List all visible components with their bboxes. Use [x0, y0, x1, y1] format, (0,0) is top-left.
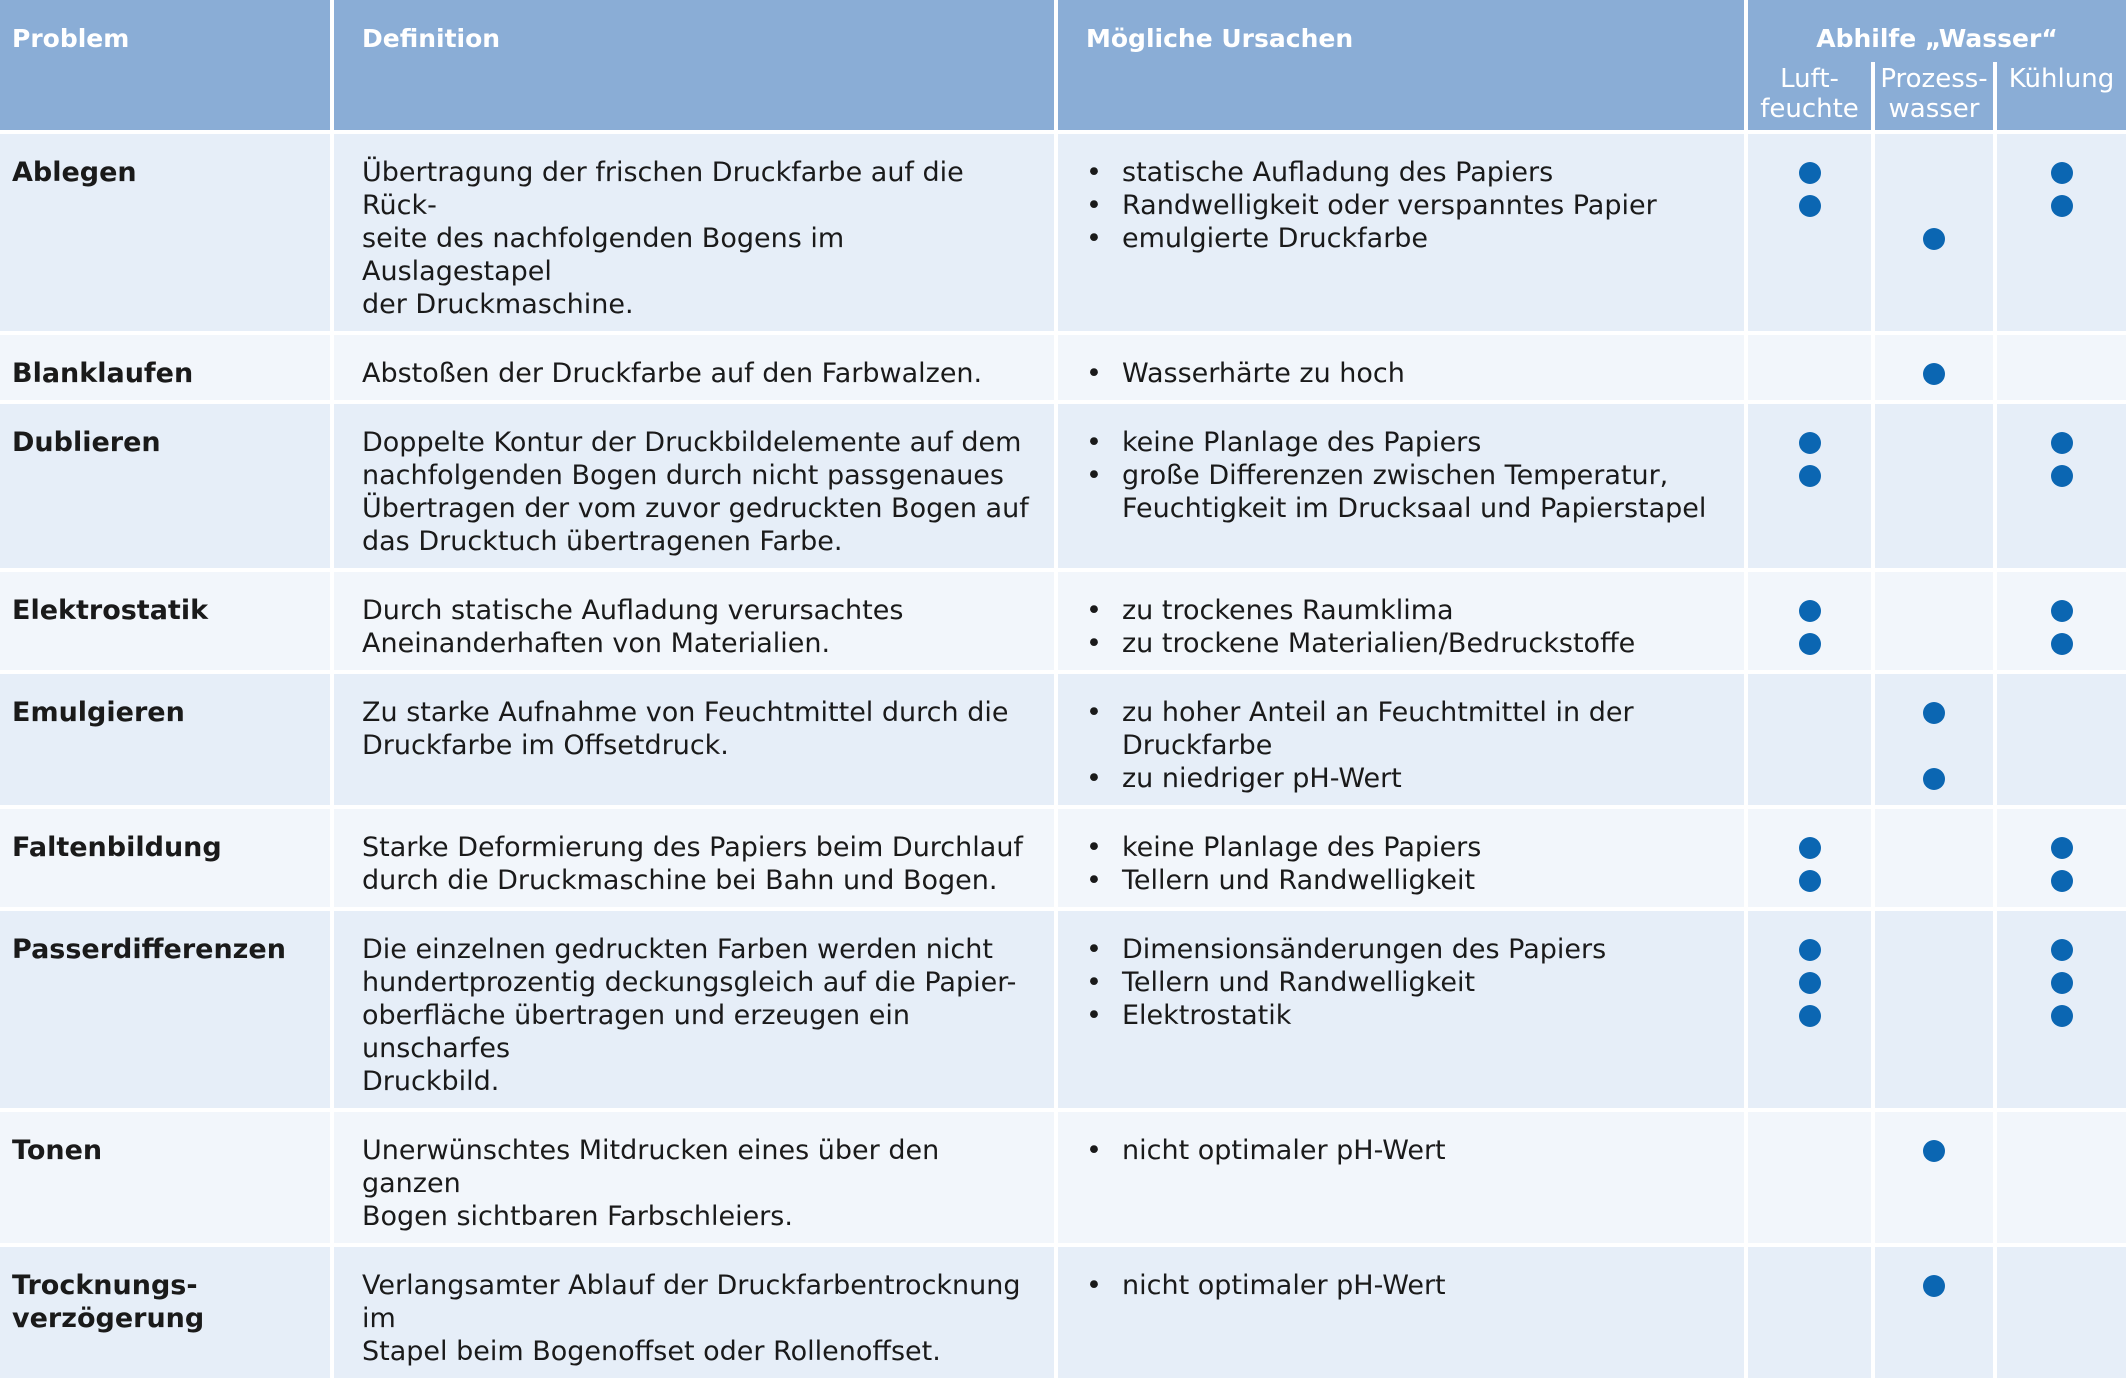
remedy-kuhl-cell	[1997, 572, 2126, 674]
remedy-luft-cell	[1748, 1247, 1875, 1382]
cause-item	[1086, 357, 1732, 390]
problem-cell: Faltenbildung	[0, 809, 334, 911]
causes-cell	[1058, 809, 1748, 911]
remedy-proz-cell	[1875, 911, 1997, 1112]
remedy-proz-cell	[1875, 404, 1997, 572]
remedy-luft-cell	[1748, 1112, 1875, 1247]
remedy-dot-icon	[1799, 600, 1821, 622]
remedy-dot-icon	[2051, 162, 2073, 184]
cause-text: keine Planlage des Papiers	[1122, 427, 1482, 458]
causes-list	[1086, 1134, 1732, 1167]
cause-text: Tellern und Randwelligkeit	[1122, 865, 1476, 896]
header-kuehlung	[1997, 62, 2126, 134]
cause-text: Tellern und Randwelligkeit	[1122, 967, 1476, 998]
bullet-icon: •	[1086, 427, 1102, 458]
remedy-dot-icon	[1799, 195, 1821, 217]
bullet-icon: •	[1086, 967, 1102, 998]
cause-item	[1086, 966, 1732, 999]
cause-text: statische Aufladung des Papiers	[1122, 157, 1554, 188]
definition-cell: Die einzelnen gedruckten Farben werden nicht hundertprozentig deckungsgleich auf die Papier- oberfläche übertragen und erzeugen ein unscharfes Druckbild.	[334, 911, 1058, 1112]
table-row	[0, 809, 2126, 911]
bullet-icon: •	[1086, 223, 1102, 254]
header-luftfeuchte	[1748, 62, 1875, 134]
remedy-dot-icon	[2051, 195, 2073, 217]
definition-cell: Abstoßen der Druckfarbe auf den Farbwalzen.	[334, 335, 1058, 404]
bullet-icon: •	[1086, 628, 1102, 659]
table-body	[0, 134, 2126, 1382]
problem-cell: Tonen	[0, 1112, 334, 1247]
header-prozesswasser-label: Prozess- wasser	[1880, 64, 1988, 124]
remedy-dot-icon	[1799, 1005, 1821, 1027]
definition-cell: Starke Deformierung des Papiers beim Durchlauf durch die Druckmaschine bei Bahn und Bogen.	[334, 809, 1058, 911]
causes-list	[1086, 696, 1732, 795]
cause-item	[1086, 762, 1732, 795]
problem-cell: Blanklaufen	[0, 335, 334, 404]
header-problem: Problem	[0, 0, 334, 134]
cause-text: zu trockenes Raumklima	[1122, 595, 1454, 626]
table-row	[0, 572, 2126, 674]
remedy-dot-icon	[1923, 363, 1945, 385]
bullet-icon: •	[1086, 832, 1102, 863]
header-remedy-water: Abhilfe „Wasser“	[1748, 0, 2126, 62]
cause-item	[1086, 831, 1732, 864]
bullet-icon: •	[1086, 1000, 1102, 1031]
remedy-dot-icon	[2051, 1005, 2073, 1027]
definition-cell: Durch statische Aufladung verursachtes Aneinanderhaften von Materialien.	[334, 572, 1058, 674]
remedy-proz-cell	[1875, 809, 1997, 911]
problem-cell: Passerdifferenzen	[0, 911, 334, 1112]
remedy-proz-cell	[1875, 134, 1997, 335]
bullet-icon: •	[1086, 934, 1102, 965]
causes-list	[1086, 156, 1732, 255]
cause-text: zu trockene Materialien/Bedruckstoffe	[1122, 628, 1636, 659]
remedy-dot-icon	[1799, 162, 1821, 184]
remedy-dot-icon	[1923, 1275, 1945, 1297]
cause-text: nicht optimaler pH-Wert	[1122, 1135, 1446, 1166]
bullet-icon: •	[1086, 595, 1102, 626]
header-definition: Definition	[334, 0, 1058, 134]
remedy-dot-icon	[2051, 972, 2073, 994]
remedy-dot-icon	[1799, 837, 1821, 859]
causes-cell	[1058, 1112, 1748, 1247]
table-row	[0, 335, 2126, 404]
header-kuehlung-label: Kühlung	[2008, 64, 2115, 94]
cause-text: Wasserhärte zu hoch	[1122, 358, 1405, 389]
remedy-proz-cell	[1875, 1112, 1997, 1247]
problem-cell: Emulgieren	[0, 674, 334, 809]
remedy-dot-icon	[1799, 432, 1821, 454]
cause-item	[1086, 1269, 1732, 1302]
remedy-luft-cell	[1748, 809, 1875, 911]
problem-cell: Elektrostatik	[0, 572, 334, 674]
remedy-luft-cell	[1748, 404, 1875, 572]
remedy-dot-icon	[2051, 600, 2073, 622]
causes-cell	[1058, 911, 1748, 1112]
remedy-kuhl-cell	[1997, 1112, 2126, 1247]
bullet-icon: •	[1086, 697, 1102, 728]
bullet-icon: •	[1086, 1270, 1102, 1301]
causes-list	[1086, 426, 1732, 525]
bullet-icon: •	[1086, 865, 1102, 896]
remedy-kuhl-cell	[1997, 134, 2126, 335]
header-causes: Mögliche Ursachen	[1058, 0, 1748, 134]
bullet-icon: •	[1086, 157, 1102, 188]
definition-cell: Doppelte Kontur der Druckbildelemente auf dem nachfolgenden Bogen durch nicht passgenaues Übertragen der vom zuvor gedruckten Bogen auf das Drucktuch übertragenen Farbe.	[334, 404, 1058, 572]
remedy-dot-icon	[1799, 870, 1821, 892]
causes-list	[1086, 357, 1732, 390]
remedy-luft-cell	[1748, 911, 1875, 1112]
remedy-kuhl-cell	[1997, 674, 2126, 809]
cause-item	[1086, 627, 1732, 660]
remedy-dot-icon	[2051, 465, 2073, 487]
definition-cell: Unerwünschtes Mitdrucken eines über den ganzen Bogen sichtbaren Farbschleiers.	[334, 1112, 1058, 1247]
cause-text: Randwelligkeit oder verspanntes Papier	[1122, 190, 1657, 221]
cause-item	[1086, 1134, 1732, 1167]
causes-cell	[1058, 134, 1748, 335]
cause-item	[1086, 999, 1732, 1032]
cause-item	[1086, 933, 1732, 966]
cause-text: nicht optimaler pH-Wert	[1122, 1270, 1446, 1301]
cause-item	[1086, 696, 1732, 762]
causes-list	[1086, 1269, 1732, 1302]
remedy-kuhl-cell	[1997, 809, 2126, 911]
definition-cell: Übertragung der frischen Druckfarbe auf die Rück- seite des nachfolgenden Bogens im Auslagestapel der Druckmaschine.	[334, 134, 1058, 335]
bullet-icon: •	[1086, 190, 1102, 221]
remedy-dot-icon	[2051, 633, 2073, 655]
remedy-dot-icon	[1799, 633, 1821, 655]
cause-item	[1086, 864, 1732, 897]
remedy-dot-icon	[2051, 870, 2073, 892]
remedy-kuhl-cell	[1997, 404, 2126, 572]
cause-text: zu hoher Anteil an Feuchtmittel in der Druckfarbe	[1122, 697, 1634, 761]
bullet-icon: •	[1086, 763, 1102, 794]
remedy-kuhl-cell	[1997, 911, 2126, 1112]
remedy-dot-icon	[1923, 1140, 1945, 1162]
remedy-dot-icon	[1923, 768, 1945, 790]
cause-item	[1086, 459, 1732, 525]
remedy-dot-icon	[2051, 939, 2073, 961]
table-row	[0, 404, 2126, 572]
causes-list	[1086, 933, 1732, 1032]
causes-cell	[1058, 674, 1748, 809]
causes-cell	[1058, 1247, 1748, 1382]
table-row	[0, 134, 2126, 335]
cause-item	[1086, 222, 1732, 255]
remedy-luft-cell	[1748, 134, 1875, 335]
remedy-luft-cell	[1748, 674, 1875, 809]
cause-text: emulgierte Druckfarbe	[1122, 223, 1429, 254]
header-luftfeuchte-label: Luft- feuchte	[1760, 64, 1859, 124]
problem-cell: Ablegen	[0, 134, 334, 335]
remedy-dot-icon	[1799, 972, 1821, 994]
problem-cell: Trocknungs- verzögerung	[0, 1247, 334, 1382]
remedy-dot-icon	[1923, 702, 1945, 724]
problem-cell: Dublieren	[0, 404, 334, 572]
definition-cell: Zu starke Aufnahme von Feuchtmittel durch die Druckfarbe im Offsetdruck.	[334, 674, 1058, 809]
bullet-icon: •	[1086, 1135, 1102, 1166]
bullet-icon: •	[1086, 358, 1102, 389]
cause-item	[1086, 594, 1732, 627]
cause-item	[1086, 426, 1732, 459]
remedy-dot-icon	[2051, 837, 2073, 859]
remedy-proz-cell	[1875, 335, 1997, 404]
causes-list	[1086, 831, 1732, 897]
remedy-dot-icon	[1799, 939, 1821, 961]
cause-text: große Differenzen zwischen Temperatur, Feuchtigkeit im Drucksaal und Papierstapel	[1122, 460, 1707, 524]
remedy-proz-cell	[1875, 1247, 1997, 1382]
header-prozesswasser	[1875, 62, 1997, 134]
table-row	[0, 911, 2126, 1112]
cause-text: zu niedriger pH-Wert	[1122, 763, 1402, 794]
remedy-luft-cell	[1748, 572, 1875, 674]
table-row	[0, 1112, 2126, 1247]
bullet-icon: •	[1086, 460, 1102, 491]
remedy-kuhl-cell	[1997, 1247, 2126, 1382]
table-row	[0, 674, 2126, 809]
cause-text: keine Planlage des Papiers	[1122, 832, 1482, 863]
remedy-kuhl-cell	[1997, 335, 2126, 404]
remedy-luft-cell	[1748, 335, 1875, 404]
remedy-proz-cell	[1875, 674, 1997, 809]
remedy-proz-cell	[1875, 572, 1997, 674]
remedy-dot-icon	[1799, 465, 1821, 487]
causes-list	[1086, 594, 1732, 660]
remedy-dot-icon	[2051, 432, 2073, 454]
cause-text: Dimensionsänderungen des Papiers	[1122, 934, 1607, 965]
remedy-dot-icon	[1923, 228, 1945, 250]
causes-cell	[1058, 404, 1748, 572]
causes-cell	[1058, 335, 1748, 404]
causes-cell	[1058, 572, 1748, 674]
cause-item	[1086, 156, 1732, 189]
cause-item	[1086, 189, 1732, 222]
definition-cell: Verlangsamter Ablauf der Druckfarbentrocknung im Stapel beim Bogenoffset oder Rollenoffset.	[334, 1247, 1058, 1382]
table-row	[0, 1247, 2126, 1382]
cause-text: Elektrostatik	[1122, 1000, 1292, 1031]
